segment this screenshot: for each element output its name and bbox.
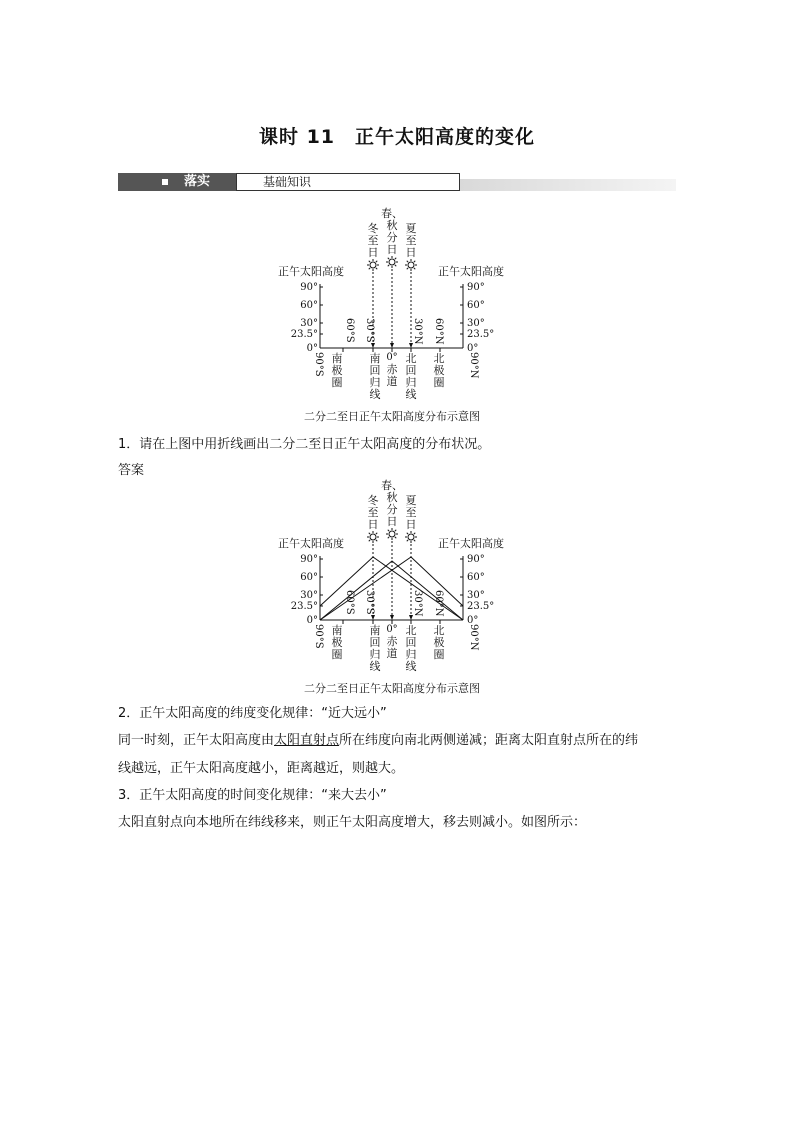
sun-ray xyxy=(388,265,389,266)
section-sub-box xyxy=(236,173,460,191)
latitude-diagram-blank xyxy=(270,207,530,423)
right-axis-title: 正午太阳高度 xyxy=(438,537,504,550)
left-tick-label: 0° xyxy=(306,343,318,354)
sun-label-char: 秋 xyxy=(386,491,398,504)
sun-icon xyxy=(370,534,376,540)
sun-icon xyxy=(370,262,376,268)
sun-label-char: 至 xyxy=(367,234,379,247)
question-3-body: 太阳直射点向本地所在纬线移来，则正午太阳高度增大，移去则减小。如图所示： xyxy=(118,815,587,830)
sun-ray xyxy=(388,537,389,538)
page-title: 课时 11 正午太阳高度的变化 xyxy=(258,126,536,148)
zone-label-char: 南 xyxy=(369,624,381,637)
zone-label-char: 道 xyxy=(386,647,398,660)
sun-ray xyxy=(414,268,415,269)
sun-ray xyxy=(376,268,377,269)
latitude-label: 30°N xyxy=(412,590,423,617)
sun-ray xyxy=(395,530,396,531)
right-tick-label: 30° xyxy=(467,318,485,329)
zone-label-char: 圈 xyxy=(433,376,445,389)
q2-body-b: 所在纬度向南北两侧递减；距离太阳直射点所在的纬 xyxy=(339,733,639,748)
zone-label-char: 线 xyxy=(369,660,381,673)
left-tick-label: 23.5° xyxy=(290,329,318,340)
right-tick-label: 60° xyxy=(467,300,485,311)
zone-label-char: 回 xyxy=(405,364,417,377)
zone-label-char: 北 xyxy=(405,352,417,365)
section-header-tab xyxy=(118,173,236,191)
zone-label-char: 归 xyxy=(369,648,381,661)
sun-icon xyxy=(408,262,414,268)
sun-label-char: 日 xyxy=(386,515,398,528)
equator-label: 0° xyxy=(386,624,398,635)
arrow-icon xyxy=(390,343,394,348)
zone-label-char: 线 xyxy=(405,388,417,401)
sun-ray xyxy=(369,261,370,262)
sun-ray xyxy=(369,533,370,534)
zone-label-char: 南 xyxy=(331,352,343,365)
sun-ray xyxy=(414,540,415,541)
latitude-label: 30°S xyxy=(364,318,375,343)
zone-label-char: 北 xyxy=(433,624,445,637)
sun-label-char: 日 xyxy=(405,518,417,531)
zone-label-char: 归 xyxy=(405,648,417,661)
sun-label-char: 日 xyxy=(386,243,398,256)
diagram-svg xyxy=(270,479,530,695)
equator-label: 0° xyxy=(386,352,398,363)
zone-label-char: 极 xyxy=(331,364,343,377)
arrow-icon xyxy=(371,343,375,348)
sun-label-char: 春、 xyxy=(381,479,403,492)
left-axis-title: 正午太阳高度 xyxy=(278,537,344,550)
left-tick-label: 90° xyxy=(300,282,318,293)
sun-label-char: 日 xyxy=(367,518,379,531)
left-tick-label: 30° xyxy=(300,318,318,329)
left-tick-label: 0° xyxy=(306,615,318,626)
sun-label-char: 日 xyxy=(405,246,417,259)
sun-label-char: 分 xyxy=(386,503,398,516)
zone-label-char: 归 xyxy=(405,376,417,389)
sun-label-char: 夏 xyxy=(405,494,417,507)
sun-ray xyxy=(376,261,377,262)
sun-ray xyxy=(376,533,377,534)
zone-label-char: 线 xyxy=(405,660,417,673)
right-tick-label: 90° xyxy=(467,554,485,565)
question-2-title: 2．正午太阳高度的纬度变化规律：“近大远小” xyxy=(118,706,387,721)
left-tick-label: 90° xyxy=(300,554,318,565)
q2-body-a: 同一时刻，正午太阳高度由 xyxy=(118,733,275,748)
zone-label-char: 赤 xyxy=(386,635,398,648)
arrow-icon xyxy=(390,615,394,620)
sun-ray xyxy=(414,261,415,262)
latitude-label: 30°S xyxy=(364,590,375,615)
sun-ray xyxy=(407,533,408,534)
zone-label-char: 南 xyxy=(331,624,343,637)
question-1: 1．请在上图中用折线画出二分二至日正午太阳高度的分布状况。 xyxy=(118,437,491,452)
question-2-body-line-1 xyxy=(118,733,678,749)
sun-label-char: 秋 xyxy=(386,219,398,232)
sun-ray xyxy=(407,261,408,262)
sun-ray xyxy=(395,265,396,266)
sun-ray xyxy=(388,530,389,531)
latitude-diagram-answer xyxy=(270,479,530,695)
sun-ray xyxy=(369,540,370,541)
zone-label-char: 回 xyxy=(369,636,381,649)
right-tick-label: 23.5° xyxy=(467,601,495,612)
zone-label-char: 回 xyxy=(369,364,381,377)
latitude-label: 30°N xyxy=(412,318,423,345)
left-axis-title: 正午太阳高度 xyxy=(278,265,344,278)
sun-label-char: 至 xyxy=(405,234,417,247)
sun-label-char: 冬 xyxy=(367,222,379,235)
zone-label-char: 北 xyxy=(405,624,417,637)
zone-label-char: 归 xyxy=(369,376,381,389)
question-3-title: 3．正午太阳高度的时间变化规律：“来大去小” xyxy=(118,788,387,803)
zone-label-char: 道 xyxy=(386,375,398,388)
diagram-svg xyxy=(270,207,530,423)
sun-label-char: 春、 xyxy=(381,207,403,220)
latitude-label: 90°S xyxy=(313,624,324,649)
sun-icon xyxy=(389,531,395,537)
sun-ray xyxy=(388,258,389,259)
sun-label-char: 日 xyxy=(367,246,379,259)
arrow-icon xyxy=(371,615,375,620)
left-tick-label: 60° xyxy=(300,300,318,311)
section-header xyxy=(118,173,676,191)
zone-label-char: 北 xyxy=(433,352,445,365)
sun-icon xyxy=(408,534,414,540)
latitude-label: 90°S xyxy=(313,352,324,377)
right-axis-title: 正午太阳高度 xyxy=(438,265,504,278)
sun-icon xyxy=(389,259,395,265)
question-2-body-line-2: 线越远，正午太阳高度越小，距离越近，则越大。 xyxy=(118,761,405,776)
zone-label-char: 圈 xyxy=(433,648,445,661)
section-label: 落实 xyxy=(184,174,211,189)
diagram-caption: 二分二至日正午太阳高度分布示意图 xyxy=(304,682,480,695)
sun-ray xyxy=(407,540,408,541)
sun-ray xyxy=(407,268,408,269)
zone-label-char: 极 xyxy=(433,636,445,649)
right-tick-label: 0° xyxy=(467,343,479,354)
latitude-label: 60°N xyxy=(433,590,444,617)
zone-label-char: 回 xyxy=(405,636,417,649)
left-tick-label: 30° xyxy=(300,590,318,601)
latitude-label: 60°S xyxy=(344,318,355,343)
right-tick-label: 23.5° xyxy=(467,329,495,340)
zone-label-char: 赤 xyxy=(386,363,398,376)
left-tick-label: 23.5° xyxy=(290,601,318,612)
right-tick-label: 0° xyxy=(467,615,479,626)
zone-label-char: 线 xyxy=(369,388,381,401)
sun-label-char: 夏 xyxy=(405,222,417,235)
left-tick-label: 60° xyxy=(300,572,318,583)
q2-body-underlined: 太阳直射点 xyxy=(274,733,340,748)
sun-label-char: 至 xyxy=(367,506,379,519)
sun-label-char: 分 xyxy=(386,231,398,244)
zone-label-char: 极 xyxy=(331,636,343,649)
sun-ray xyxy=(369,268,370,269)
right-tick-label: 30° xyxy=(467,590,485,601)
zone-label-char: 圈 xyxy=(331,648,343,661)
section-sub-label: 基础知识 xyxy=(262,175,311,189)
sun-ray xyxy=(395,258,396,259)
latitude-label: 90°N xyxy=(468,624,479,651)
sun-ray xyxy=(414,533,415,534)
right-tick-label: 60° xyxy=(467,572,485,583)
latitude-label: 60°S xyxy=(344,590,355,615)
zone-label-char: 极 xyxy=(433,364,445,377)
zone-label-char: 圈 xyxy=(331,376,343,389)
sun-ray xyxy=(376,540,377,541)
sun-ray xyxy=(395,537,396,538)
right-tick-label: 90° xyxy=(467,282,485,293)
latitude-label: 60°N xyxy=(433,318,444,345)
answer-label: 答案 xyxy=(118,463,145,478)
diagram-caption: 二分二至日正午太阳高度分布示意图 xyxy=(304,410,480,423)
sun-label-char: 至 xyxy=(405,506,417,519)
square-bullet-icon xyxy=(162,179,168,185)
sun-label-char: 冬 xyxy=(367,494,379,507)
zone-label-char: 南 xyxy=(369,352,381,365)
latitude-label: 90°N xyxy=(468,352,479,379)
